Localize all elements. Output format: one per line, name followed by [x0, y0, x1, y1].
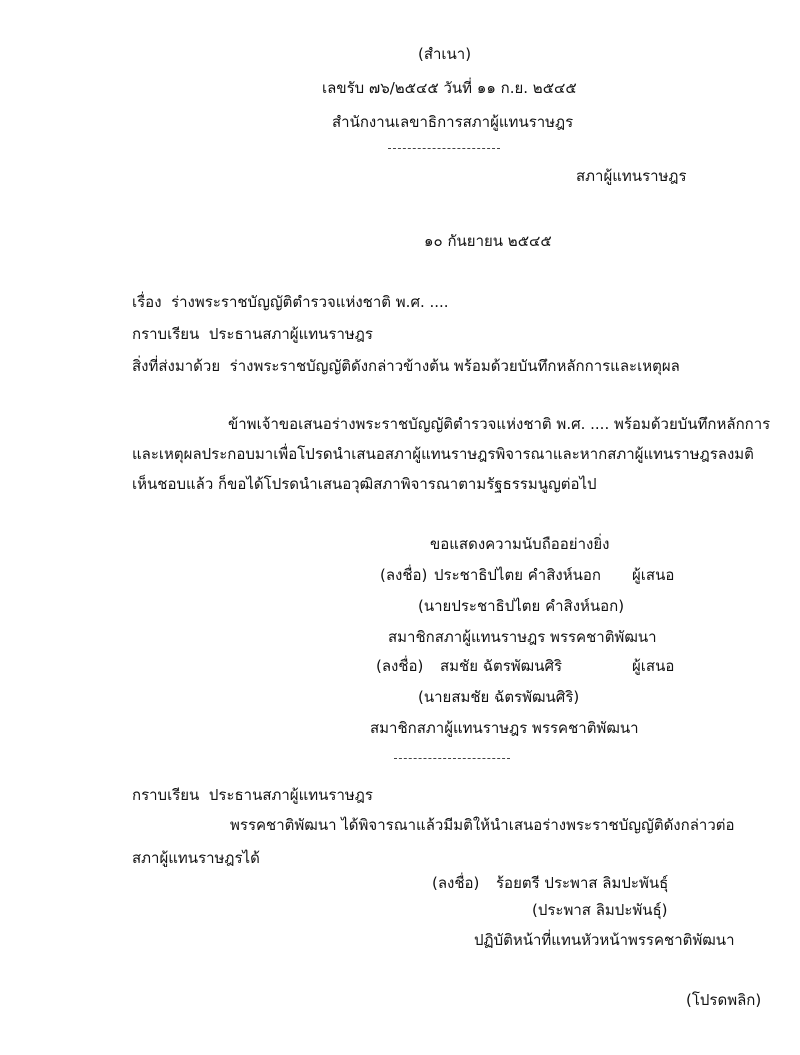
- signer-1-role: ผู้เสนอ: [632, 566, 675, 584]
- signer-1-sign-label: (ลงชื่อ): [380, 566, 428, 584]
- enclosure-text: ร่างพระราชบัญญัติดังกล่าวข้างต้น พร้อมด้วยบันทึกหลักการและเหตุผล: [229, 357, 680, 375]
- signer-2-sign-label: (ลงชื่อ): [376, 657, 424, 675]
- endorsement-position: ปฏิบัติหน้าที่แทนหัวหน้าพรรคชาติพัฒนา: [474, 931, 735, 949]
- receipt-line: เลขรับ ๗๖/๒๕๔๕ วันที่ ๑๑ ก.ย. ๒๕๔๕: [322, 79, 577, 97]
- signer-1-position: สมาชิกสภาผู้แทนราษฎร พรรคชาติพัฒนา: [388, 628, 657, 646]
- subject-line: [132, 292, 449, 312]
- salutation-line: [132, 324, 373, 344]
- signer-2-name: สมชัย ฉัตรพัฒนศิริ: [440, 657, 563, 675]
- body-line-1: ข้าพเจ้าขอเสนอร่างพระราชบัญญัติตำรวจแห่งชาติ พ.ศ. .... พร้อมด้วยบันทึกหลักการ: [228, 415, 771, 433]
- endorsement-salutation-text: ประธานสภาผู้แทนราษฎร: [208, 786, 373, 804]
- header-separator: [388, 148, 500, 149]
- signer-2-role: ผู้เสนอ: [632, 657, 675, 675]
- body-line-2: และเหตุผลประกอบมาเพื่อโปรดนำเสนอสภาผู้แทนราษฎรพิจารณาและหากสภาผู้แทนราษฎรลงมติ: [132, 445, 754, 463]
- subject-label: เรื่อง: [132, 293, 162, 311]
- copy-label: (สำเนา): [418, 45, 472, 63]
- salutation-text: ประธานสภาผู้แทนราษฎร: [208, 325, 373, 343]
- document-date: ๑๐ กันยายน ๒๕๔๕: [424, 232, 552, 250]
- endorsement-salutation-label: กราบเรียน: [132, 786, 200, 804]
- office-line: สำนักงานเลขาธิการสภาผู้แทนราษฎร: [332, 113, 574, 131]
- signer-2-position: สมาชิกสภาผู้แทนราษฎร พรรคชาติพัฒนา: [370, 719, 639, 737]
- endorsement-salutation: [132, 785, 373, 805]
- endorsement-sign-label: (ลงชื่อ): [432, 874, 480, 892]
- endorsement-printed-name: (ประพาส ลิมปะพันธุ์): [532, 901, 668, 919]
- addressee-org: สภาผู้แทนราษฎร: [576, 167, 687, 185]
- enclosure-line: [132, 356, 680, 376]
- subject-text: ร่างพระราชบัญญัติตำรวจแห่งชาติ พ.ศ. ....: [171, 293, 449, 311]
- signer-2-printed-name: (นายสมชัย ฉัตรพัฒนศิริ): [418, 688, 580, 706]
- body-line-3: เห็นชอบแล้ว ก็ขอได้โปรดนำเสนอวุฒิสภาพิจารณาตามรัฐธรรมนูญต่อไป: [132, 475, 597, 493]
- please-turn-over: (โปรดพลิก): [686, 991, 762, 1009]
- closing: ขอแสดงความนับถืออย่างยิ่ง: [430, 535, 610, 553]
- endorsement-line-1: พรรคชาติพัฒนา ได้พิจารณาแล้วมีมติให้นำเสนอร่างพระราชบัญญัติดังกล่าวต่อ: [230, 816, 735, 834]
- mid-separator: [394, 758, 510, 759]
- endorsement-line-2: สภาผู้แทนราษฎรได้: [132, 849, 260, 867]
- enclosure-label: สิ่งที่ส่งมาด้วย: [132, 357, 221, 375]
- endorsement-signer-name: ร้อยตรี ประพาส ลิมปะพันธุ์: [496, 874, 669, 892]
- salutation-label: กราบเรียน: [132, 325, 200, 343]
- signer-1-printed-name: (นายประชาธิปไตย คำสิงห์นอก): [418, 597, 625, 615]
- signer-1-name: ประชาธิปไตย คำสิงห์นอก: [434, 566, 601, 584]
